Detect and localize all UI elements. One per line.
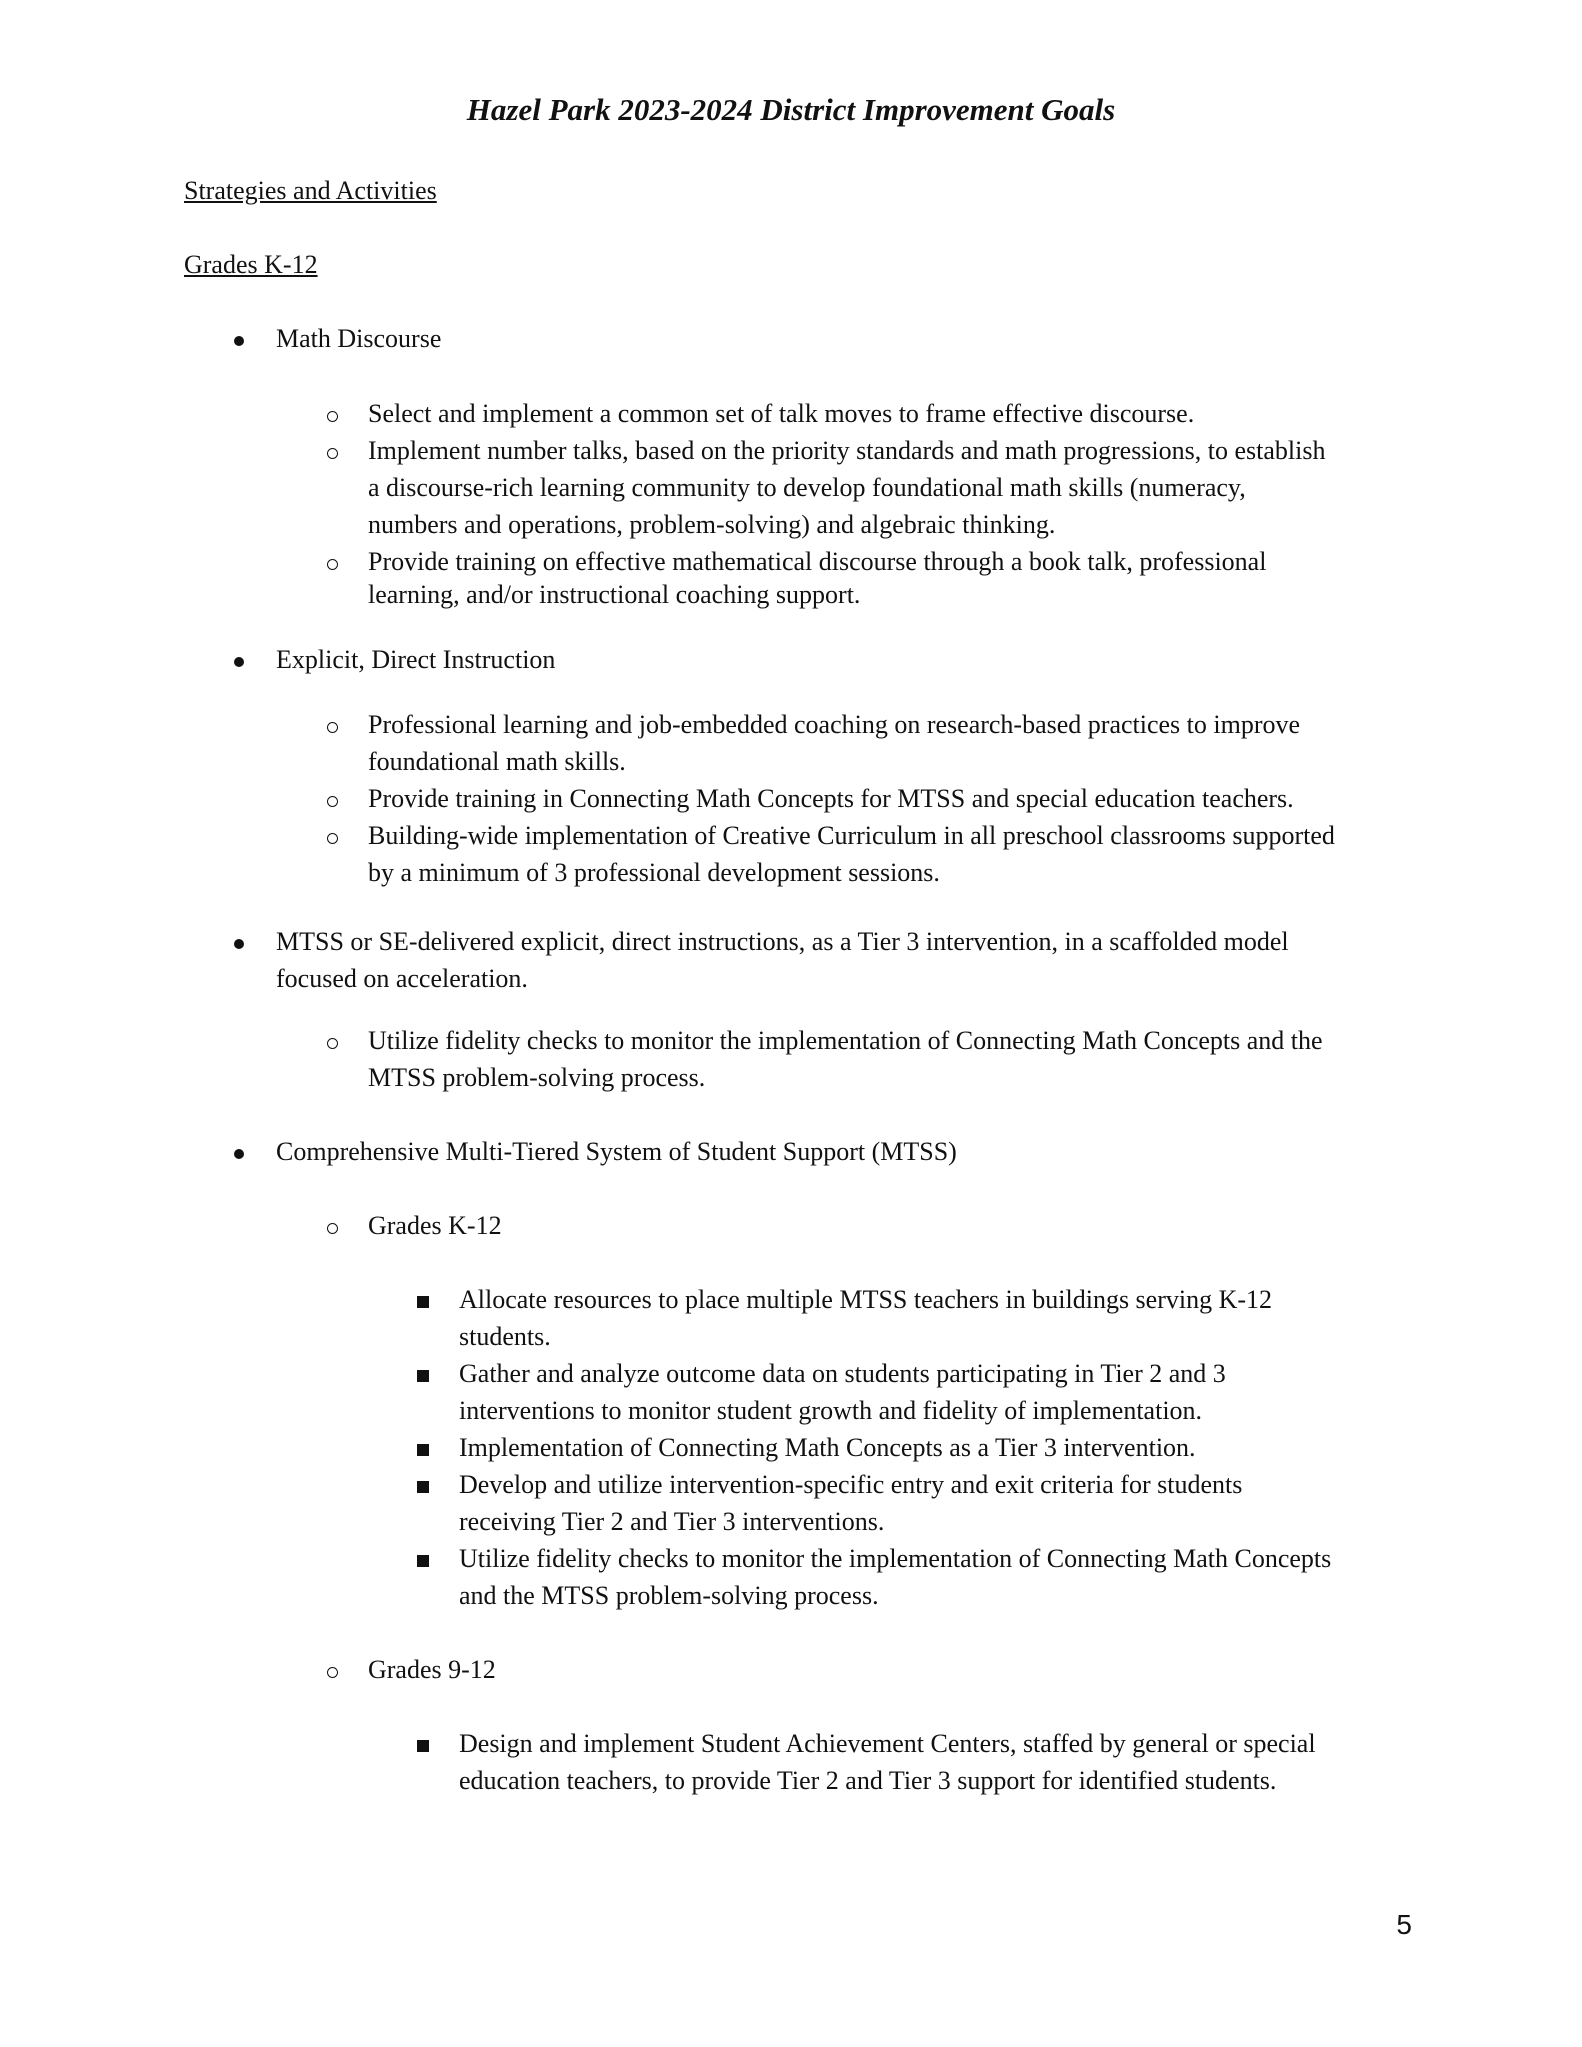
sub-sub-item: Design and implement Student Achievement Centers, staffed by general or special — [459, 1729, 1316, 1758]
bullet-icon — [229, 923, 249, 960]
sub-item-continued: a discourse-rich learning community to develop foundational math skills (numeracy, — [368, 473, 1246, 502]
sub-item: Building-wide implementation of Creative Curriculum in all preschool classrooms supported — [368, 821, 1335, 850]
item-comprehensive-mtss: Comprehensive Multi-Tiered System of Student Support (MTSS) — [276, 1137, 957, 1166]
page-number: 5 — [1396, 1909, 1412, 1940]
sub-item: Provide training on effective mathematical discourse through a book talk, professional — [368, 547, 1267, 576]
sub-heading-grades-9-12: Grades 9-12 — [368, 1655, 496, 1684]
circle-bullet-icon — [322, 543, 342, 580]
square-bullet-icon — [413, 1281, 433, 1318]
square-bullet-icon — [413, 1355, 433, 1392]
sub-item: Professional learning and job-embedded coaching on research-based practices to improve — [368, 710, 1301, 739]
sub-item-continued: MTSS problem-solving process. — [368, 1063, 706, 1092]
sub-sub-item-continued: and the MTSS problem-solving process. — [459, 1581, 879, 1610]
section-heading: Strategies and Activities — [184, 176, 437, 205]
sub-sub-item: Develop and utilize intervention-specific entry and exit criteria for students — [459, 1470, 1243, 1499]
circle-bullet-icon — [322, 395, 342, 432]
item-math-discourse: Math Discourse — [276, 324, 442, 353]
sub-item: Provide training in Connecting Math Concepts for MTSS and special education teachers. — [368, 784, 1294, 813]
circle-bullet-icon — [322, 432, 342, 469]
sub-item-continued: foundational math skills. — [368, 747, 626, 776]
square-bullet-icon — [413, 1540, 433, 1577]
sub-item-continued: numbers and operations, problem-solving) and algebraic thinking. — [368, 510, 1056, 539]
sub-item-continued: learning, and/or instructional coaching support. — [368, 580, 861, 609]
sub-sub-item: Allocate resources to place multiple MTSS teachers in buildings serving K-12 — [459, 1285, 1273, 1314]
circle-bullet-icon — [322, 706, 342, 743]
item-mtss-se: MTSS or SE-delivered explicit, direct instructions, as a Tier 3 intervention, in a scaffolded model — [276, 927, 1289, 956]
sub-item-continued: by a minimum of 3 professional development sessions. — [368, 858, 940, 887]
bullet-icon — [229, 1133, 249, 1170]
circle-bullet-icon — [322, 1022, 342, 1059]
document-title: Hazel Park 2023-2024 District Improvement Goals — [466, 92, 1116, 127]
square-bullet-icon — [413, 1429, 433, 1466]
bullet-icon — [229, 641, 249, 678]
sub-sub-item: Utilize fidelity checks to monitor the implementation of Connecting Math Concepts — [459, 1544, 1332, 1573]
item-mtss-se-continued: focused on acceleration. — [276, 964, 528, 993]
circle-bullet-icon — [322, 1207, 342, 1244]
square-bullet-icon — [413, 1466, 433, 1503]
sub-heading-grades-k12: Grades K-12 — [368, 1211, 502, 1240]
sub-sub-item-continued: interventions to monitor student growth and fidelity of implementation. — [459, 1396, 1203, 1425]
sub-item: Implement number talks, based on the priority standards and math progressions, to establish — [368, 436, 1326, 465]
item-explicit-instruction: Explicit, Direct Instruction — [276, 645, 556, 674]
circle-bullet-icon — [322, 817, 342, 854]
circle-bullet-icon — [322, 1651, 342, 1688]
sub-sub-item-continued: receiving Tier 2 and Tier 3 interventions. — [459, 1507, 885, 1536]
circle-bullet-icon — [322, 780, 342, 817]
square-bullet-icon — [413, 1725, 433, 1762]
sub-sub-item-continued: education teachers, to provide Tier 2 and Tier 3 support for identified students. — [459, 1766, 1277, 1795]
sub-sub-item-continued: students. — [459, 1322, 551, 1351]
grade-heading: Grades K-12 — [184, 250, 318, 279]
sub-item: Utilize fidelity checks to monitor the implementation of Connecting Math Concepts and the — [368, 1026, 1323, 1055]
bullet-icon — [229, 320, 249, 357]
sub-sub-item: Gather and analyze outcome data on students participating in Tier 2 and 3 — [459, 1359, 1226, 1388]
sub-item: Select and implement a common set of talk moves to frame effective discourse. — [368, 399, 1195, 428]
sub-sub-item: Implementation of Connecting Math Concepts as a Tier 3 intervention. — [459, 1433, 1196, 1462]
